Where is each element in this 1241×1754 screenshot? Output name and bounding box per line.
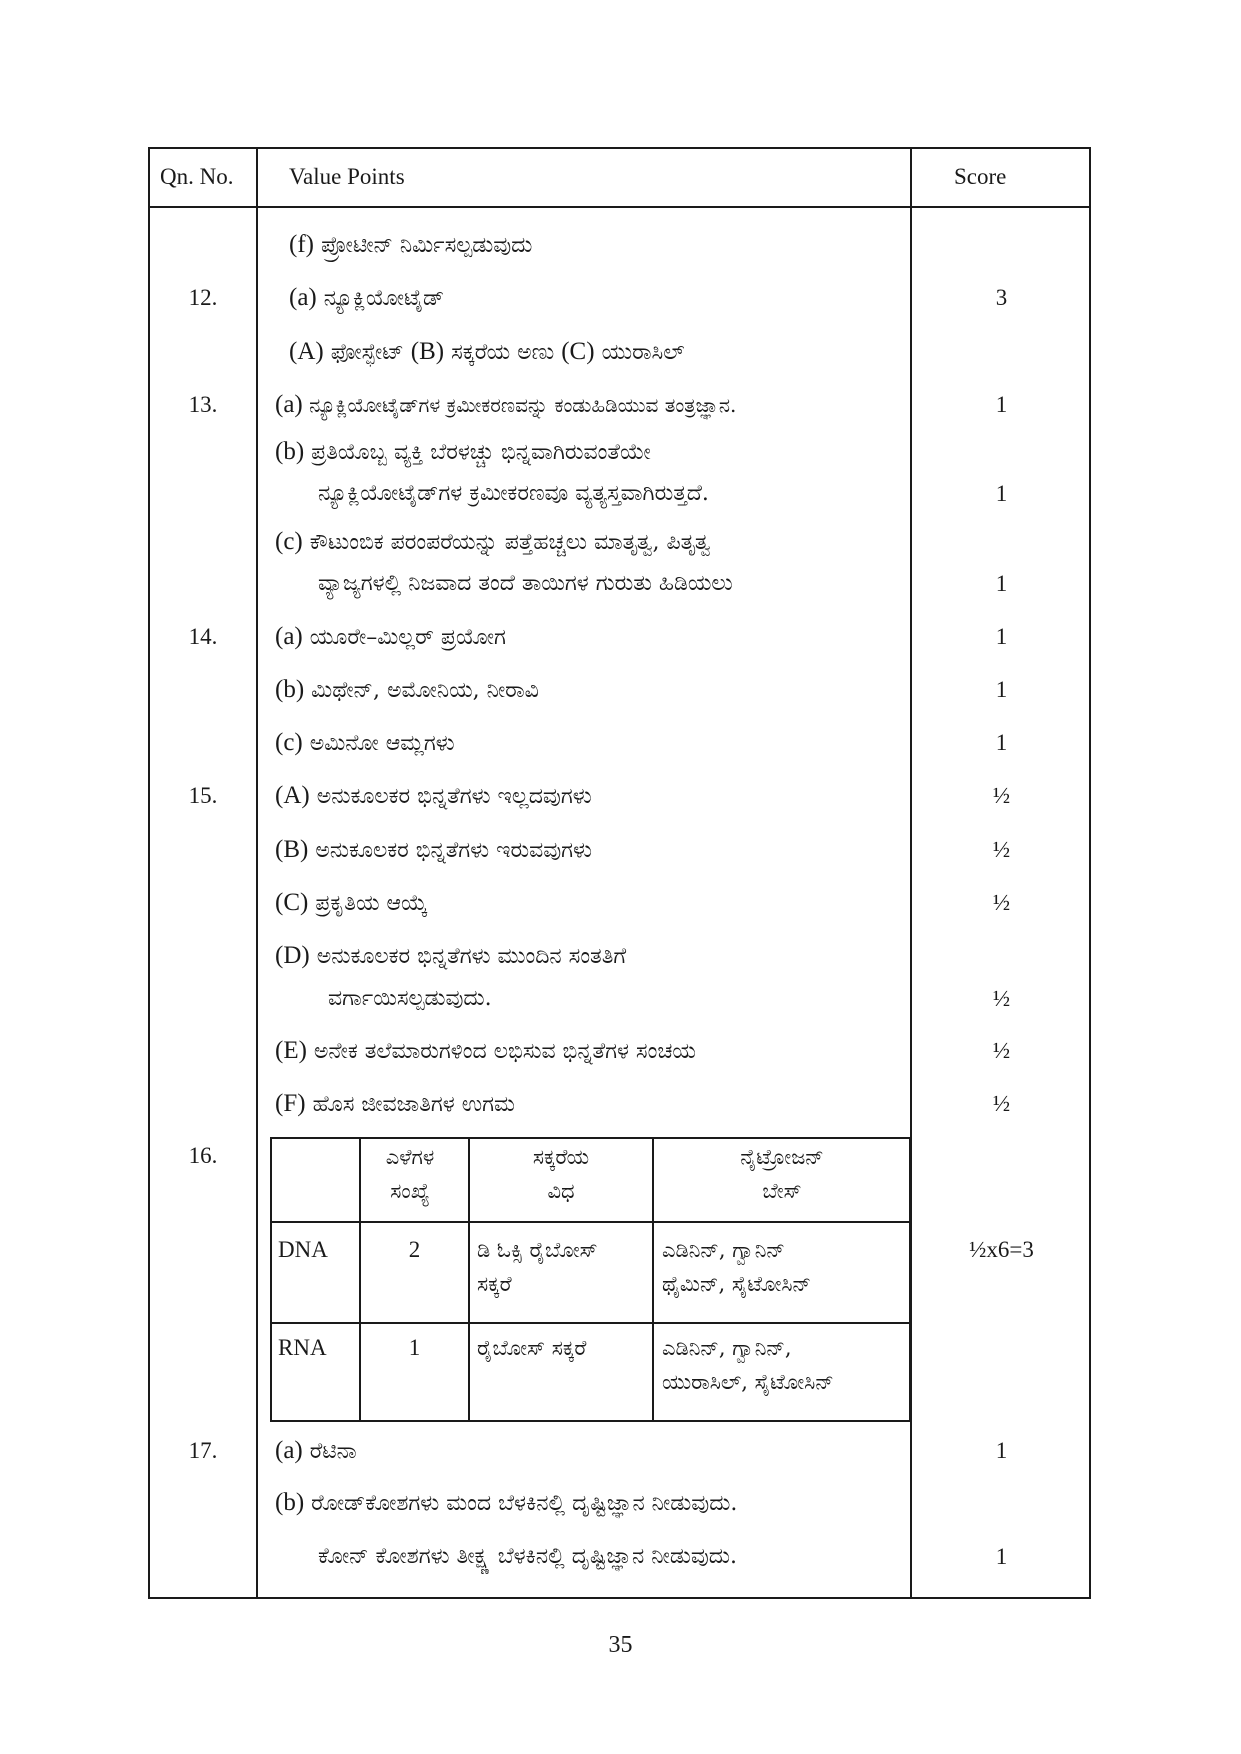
page-number: 35 <box>608 1632 633 1658</box>
table-cell-dna-bases: ಎಡಿನಿನ್, ಗ್ವಾನಿನ್ ಥೈಮಿನ್, ಸೈಟೋಸಿನ್ <box>662 1238 812 1296</box>
question-number: 14. <box>188 624 218 649</box>
table-cell-dna-sugar: ಡಿ ಓಕ್ಸಿ ರೈಬೋಸ್ ಸಕ್ಕರೆ <box>477 1238 598 1296</box>
score-value: 1 <box>995 1544 1008 1569</box>
score-value: 3 <box>995 285 1008 310</box>
score-value: ½ <box>992 986 1011 1011</box>
score-value: 1 <box>995 392 1008 417</box>
score-value: ½x6=3 <box>969 1237 1034 1262</box>
value-point-row: (A) ಫೋಸ್ಫೇಟ್ (B) ಸಕ್ಕರೆಯ ಅಣು (C) ಯುರಾಸಿಲ್ <box>289 338 685 365</box>
score-value: 1 <box>995 571 1008 596</box>
table-column-divider <box>359 1137 361 1422</box>
table-cell-rna-bases: ಎಡಿನಿನ್, ಗ್ವಾನಿನ್, ಯುರಾಸಿಲ್, ಸೈಟೋಸಿನ್ <box>662 1336 834 1394</box>
header-value-points: Value Points <box>289 164 405 189</box>
value-point-continuation: ನ್ಯೂಕ್ಲಿಯೋಟೈಡ್‌ಗಳ ಕ್ರಮೀಕರಣವೂ ವ್ಯತ್ಯಸ್ತವಾಗಿರುತ್ತದೆ. <box>318 481 709 506</box>
question-number: 15. <box>188 783 218 808</box>
table-header-nitrogen-base: ನೈಟ್ರೋಜನ್ ಬೇಸ್ <box>740 1145 824 1203</box>
question-number: 13. <box>188 392 218 417</box>
score-value: ½ <box>992 1038 1011 1063</box>
value-point-row: (b) ಮಿಥೇನ್, ಅಮೋನಿಯ, ನೀರಾವಿ <box>275 676 539 703</box>
header-score: Score <box>954 164 1007 189</box>
question-number: 16. <box>188 1143 218 1168</box>
table-cell-rna: RNA <box>278 1335 327 1360</box>
qn-column-divider <box>256 147 258 1599</box>
table-header-sugar: ಸಕ್ಕರೆಯ ವಿಧ <box>532 1145 590 1203</box>
value-point-continuation: ವ್ಯಾಜ್ಯಗಳಲ್ಲಿ ನಿಜವಾದ ತಂದೆ ತಾಯಿಗಳ ಗುರುತು ಹಿಡಿಯಲು <box>318 571 733 596</box>
value-point-row: (C) ಪ್ರಕೃತಿಯ ಆಯ್ಕೆ <box>275 889 428 916</box>
table-row-divider <box>270 1221 911 1223</box>
score-value: 1 <box>995 624 1008 649</box>
value-point-row: (b) ಪ್ರತಿಯೊಬ್ಬ ವ್ಯಕ್ತಿ ಬೆರಳಚ್ಚು ಭಿನ್ನವಾಗಿರುವಂತೆಯೇ <box>275 438 651 465</box>
value-point-row: (f) ಪ್ರೋಟೀನ್ ನಿರ್ಮಿಸಲ್ಪಡುವುದು <box>289 231 533 258</box>
header-divider <box>148 206 1091 208</box>
value-point-row: (F) ಹೊಸ ಜೀವಜಾತಿಗಳ ಉಗಮ <box>275 1090 515 1117</box>
value-point-row: (a) ನ್ಯೂಕ್ಲಿಯೋಟೈಡ್‌ಗಳ ಕ್ರಮೀಕರಣವನ್ನು ಕಂಡುಹಿಡಿಯುವ ತಂತ್ರಜ್ಞಾನ. <box>275 391 737 418</box>
table-cell-rna-count: 1 <box>408 1335 421 1360</box>
value-point-row: (c) ಕೌಟುಂಬಿಕ ಪರಂಪರೆಯನ್ನು ಪತ್ತೆಹಚ್ಚಲು ಮಾತೃತ್ವ, ಪಿತೃತ್ವ <box>275 528 711 555</box>
score-value: ½ <box>992 1091 1011 1116</box>
score-value: ½ <box>992 890 1011 915</box>
value-point-row: (a) ರೆಟಿನಾ <box>275 1437 357 1464</box>
score-value: ½ <box>992 837 1011 862</box>
question-number: 17. <box>188 1438 218 1463</box>
value-point-row: (b) ರೋಡ್‌ಕೋಶಗಳು ಮಂದ ಬೆಳಕಿನಲ್ಲಿ ದೃಷ್ಟಿಜ್ಞಾನ ನೀಡುವುದು. <box>275 1489 738 1516</box>
table-cell-dna-count: 2 <box>408 1237 421 1262</box>
value-point-row: (c) ಅಮಿನೋ ಆಮ್ಲಗಳು <box>275 729 455 756</box>
score-value: ½ <box>992 783 1011 808</box>
table-row-divider <box>270 1322 911 1324</box>
table-cell-dna: DNA <box>278 1237 328 1262</box>
value-point-row: (a) ನ್ಯೂಕ್ಲಿಯೋಟೈಡ್ <box>289 284 445 311</box>
value-point-row: (a) ಯೂರೇ–ಮಿಲ್ಲರ್ ಪ್ರಯೋಗ <box>275 623 506 650</box>
value-point-row: (D) ಅನುಕೂಲಕರ ಭಿನ್ನತೆಗಳು ಮುಂದಿನ ಸಂತತಿಗೆ <box>275 942 627 969</box>
score-value: 1 <box>995 677 1008 702</box>
value-point-continuation: ಕೋನ್ ಕೋಶಗಳು ತೀಕ್ಷ್ಣ ಬೆಳಕಿನಲ್ಲಿ ದೃಷ್ಟಿಜ್ಞಾನ ನೀಡುವುದು. <box>318 1544 737 1569</box>
value-point-continuation: ವರ್ಗಾಯಿಸಲ್ಪಡುವುದು. <box>328 986 492 1011</box>
score-value: 1 <box>995 730 1008 755</box>
header-qn-no: Qn. No. <box>160 164 234 189</box>
value-point-row: (A) ಅನುಕೂಲಕರ ಭಿನ್ನತೆಗಳು ಇಲ್ಲದವುಗಳು <box>275 782 592 809</box>
table-cell-rna-sugar: ರೈಬೋಸ್ ಸಕ್ಕರೆ <box>477 1336 587 1360</box>
score-value: 1 <box>995 481 1008 506</box>
score-value: 1 <box>995 1438 1008 1463</box>
value-point-row: (E) ಅನೇಕ ತಲೆಮಾರುಗಳಿಂದ ಲಭಿಸುವ ಭಿನ್ನತೆಗಳ ಸಂಚಯ <box>275 1037 696 1064</box>
question-number: 12. <box>188 285 218 310</box>
table-header-strands: ಎಳೆಗಳ ಸಂಖ್ಯೆ <box>385 1145 435 1203</box>
value-point-row: (B) ಅನುಕೂಲಕರ ಭಿನ್ನತೆಗಳು ಇರುವವುಗಳು <box>275 836 592 863</box>
